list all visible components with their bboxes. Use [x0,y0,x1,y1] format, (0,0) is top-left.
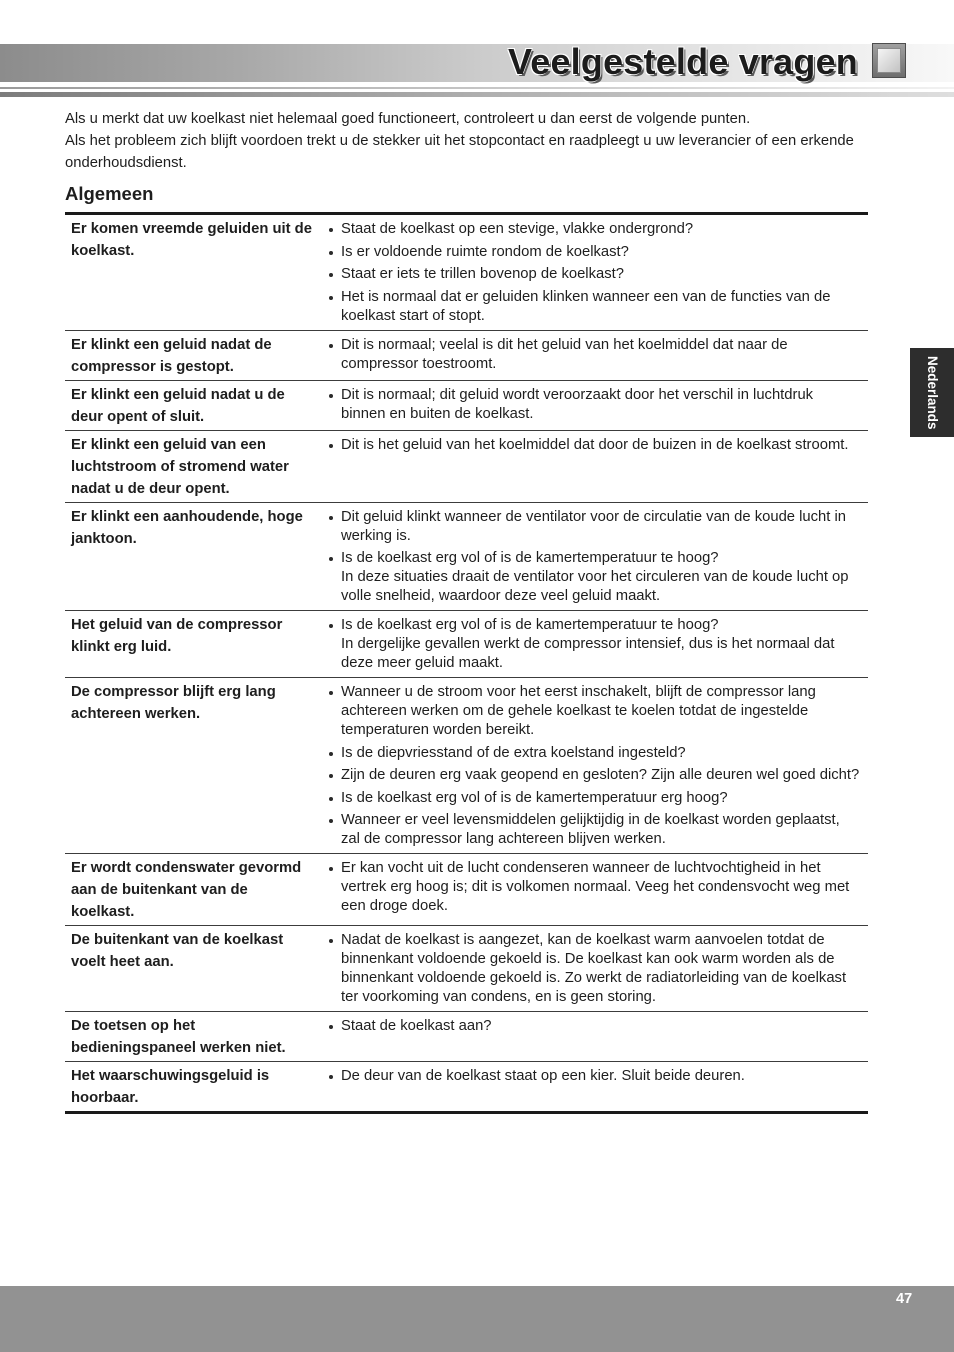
check-item [322,336,868,374]
problem-text-line: koelkast. [71,904,135,920]
check-item [322,744,868,763]
check-text-line: Dit is normaal; dit geluid wordt veroorzaakt door het verschil in luchtdruk [341,386,814,403]
intro-line: Als het probleem zich blijft voordoen trekt u de stekker uit het stopcontact en raadpleegt u uw leverancier of een erkende [65,133,854,149]
check-text-line: Dit geluid klinkt wanneer de ventilator voor de circulatie van de koude lucht in [341,508,847,525]
bullet-icon [329,1075,333,1079]
problem-text-line: Er komen vreemde geluiden uit de [71,221,312,237]
check-text-line: In deze situaties draait de ventilator voor het circuleren van de koude lucht op [341,569,849,585]
table-row [65,381,868,431]
check-text-line: Is de koelkast erg vol of is de kamertemperatuur te hoog? [341,617,719,633]
problem-text-line: compressor is gestopt. [71,358,234,375]
checks-cell [322,1062,868,1111]
bullet-icon [329,557,333,561]
problem-text-line: nadat u de deur opent. [71,480,230,497]
bullet-icon [329,819,333,823]
bullet-icon [329,624,333,628]
section-heading: Algemeen [65,183,154,204]
problem-cell [65,215,322,330]
problem-text-line: achtereen werken. [71,706,201,722]
table-row [65,431,868,503]
intro-line: Als u merkt dat uw koelkast niet helemaal goed functioneert, controleert u dan eerst de volgende punten. [65,111,751,127]
check-text-line: Wanneer u de stroom voor het eerst inschakelt, blijft de compressor lang [341,684,816,700]
checks-cell [322,503,868,611]
check-text-line: temperaturen worden bereikt. [341,722,535,738]
problem-text-line: klinkt erg luid. [71,639,172,655]
bullet-icon [329,251,333,255]
check-text-line: deze meer geluid maakt. [341,655,504,671]
square-icon-inner [877,48,901,73]
problem-text-line: luchtstroom of stromend water [71,458,289,475]
table-row [65,503,868,612]
intro-text [65,108,854,174]
footer-band [0,1286,954,1352]
problem-text-line: Er klinkt een geluid van een [71,436,266,453]
faq-table [65,212,868,1114]
checks-cell [322,215,868,330]
check-item [322,386,868,424]
check-item [322,811,868,849]
problem-text-line: janktoon. [71,530,137,547]
check-text-line: In dergelijke gevallen werkt de compressor intensief, dus is het normaal dat [341,636,835,652]
problem-cell [65,331,322,380]
check-text-line: vertrek erg hoog is; dit is volkomen normaal. Veeg het condensvocht weg met [341,879,850,895]
check-text-line: Is de koelkast erg vol of is de kamertemperatuur te hoog? [341,550,719,566]
problem-text-line: Er wordt condenswater gevormd [71,860,302,876]
language-tab-label: Nederlands [924,355,940,430]
problem-cell [65,381,322,430]
bullet-icon [329,797,333,801]
check-item [322,931,868,1007]
problem-cell [65,854,322,925]
check-text-line: koelkast start of stopt. [341,307,485,324]
bullet-icon [329,344,333,348]
problem-text-line: De toetsen op het [71,1018,196,1034]
problem-text-line: voelt heet aan. [71,954,174,970]
check-text-line: achtereen werken om de gehele koelkast te koelen totdat de ingestelde [341,703,809,719]
check-item [322,683,868,740]
header-rule-thin [0,87,954,89]
check-text-line: Dit is het geluid van het koelmiddel dat door de buizen in de koelkast stroomt. [341,436,849,453]
square-icon [872,43,906,78]
problem-text-line: Het waarschuwingsgeluid is [71,1068,270,1084]
table-row [65,926,868,1012]
bullet-icon [329,228,333,232]
table-row [65,331,868,381]
problem-cell [65,1062,322,1111]
intro-line: onderhoudsdienst. [65,155,187,171]
bullet-icon [329,444,333,448]
problem-text-line: Er klinkt een geluid nadat u de [71,386,285,403]
check-text-line: binnen en buiten de koelkast. [341,405,534,422]
bullet-icon [329,516,333,520]
problem-text-line: deur opent of sluit. [71,408,205,425]
check-text-line: Is er voldoende ruimte rondom de koelkast? [341,243,629,260]
problem-text-line: aan de buitenkant van de [71,882,248,898]
bullet-icon [329,394,333,398]
check-item [322,549,868,606]
check-item [322,243,868,262]
check-text-line: Er kan vocht uit de lucht condenseren wanneer de luchtvochtigheid in het [341,860,821,876]
table-row [65,678,868,854]
check-text-line: Is de koelkast erg vol of is de kamertemperatuur erg hoog? [341,789,728,806]
check-text-line: ter voorkoming van condens, en is geen storing. [341,989,657,1005]
check-item [322,1067,868,1086]
table-row [65,1012,868,1062]
check-item [322,616,868,673]
table-row [65,215,868,331]
table-row [65,611,868,678]
checks-cell [322,926,868,1011]
checks-cell [322,611,868,677]
check-text-line: Staat de koelkast aan? [341,1018,492,1034]
check-item [322,288,868,326]
check-text-line: Staat er iets te trillen bovenop de koelkast? [341,266,624,282]
check-text-line: zal de compressor lang achtereen blijven werken. [341,831,666,847]
check-item [322,789,868,808]
page-number: 47 [896,1291,913,1307]
check-text-line: Dit is normaal; veelal is dit het geluid van het koelmiddel dat naar de [341,336,788,353]
check-text-line: een droge doek. [341,898,448,914]
problem-cell [65,503,322,611]
check-text-line: werking is. [341,527,411,544]
problem-text-line: De buitenkant van de koelkast [71,932,284,948]
bullet-icon [329,691,333,695]
check-text-line: Nadat de koelkast is aangezet, kan de koelkast warm aanvoelen totdat de [341,932,825,948]
checks-cell [322,678,868,853]
check-text-line: binnenkant voldoende gekoeld is. De koelkast kan ook warm worden als de [341,951,835,967]
problem-cell [65,926,322,1011]
checks-cell [322,331,868,380]
checks-cell [322,381,868,430]
bullet-icon [329,273,333,277]
bullet-icon [329,752,333,756]
checks-cell [322,431,868,502]
problem-text-line: bedieningspaneel werken niet. [71,1040,286,1056]
check-text-line: Het is normaal dat er geluiden klinken wanneer een van de functies van de [341,288,831,305]
table-row [65,854,868,926]
problem-text-line: hoorbaar. [71,1090,139,1106]
check-text-line: Zijn de deuren erg vaak geopend en gesloten? Zijn alle deuren wel goed dicht? [341,767,860,783]
bullet-icon [329,296,333,300]
check-item [322,508,868,546]
problem-text-line: Er klinkt een geluid nadat de [71,336,272,353]
problem-cell [65,678,322,853]
bullet-icon [329,939,333,943]
checks-cell [322,1012,868,1061]
table-row [65,1062,868,1114]
check-text-line: De deur van de koelkast staat op een kier. Sluit beide deuren. [341,1068,745,1084]
check-item [322,859,868,916]
page-title: Veelgestelde vragen [508,41,858,82]
problem-cell [65,431,322,502]
language-tab [910,348,954,437]
problem-cell [65,1012,322,1061]
check-item [322,766,868,785]
check-item [322,1017,868,1036]
problem-text-line: Het geluid van de compressor [71,617,283,633]
problem-text-line: koelkast. [71,243,135,259]
check-text-line: binnenkant voldoende gekoeld is. Zo werkt de radiatorleiding van de koelkast [341,970,847,986]
check-item [322,220,868,239]
bullet-icon [329,774,333,778]
problem-text-line: De compressor blijft erg lang [71,684,276,700]
checks-cell [322,854,868,925]
check-item [322,436,868,455]
header-rule-thick [0,92,954,97]
bullet-icon [329,867,333,871]
check-text-line: compressor toestroomt. [341,355,497,372]
check-text-line: Staat de koelkast op een stevige, vlakke ondergrond? [341,221,694,237]
bullet-icon [329,1025,333,1029]
check-text-line: volle snelheid, waardoor deze veel geluid maakt. [341,588,661,604]
check-text-line: Is de diepvriesstand of de extra koelstand ingesteld? [341,744,686,761]
problem-cell [65,611,322,677]
check-item [322,265,868,284]
check-text-line: Wanneer er veel levensmiddelen gelijktijdig in de koelkast worden geplaatst, [341,812,840,828]
problem-text-line: Er klinkt een aanhoudende, hoge [71,508,303,525]
